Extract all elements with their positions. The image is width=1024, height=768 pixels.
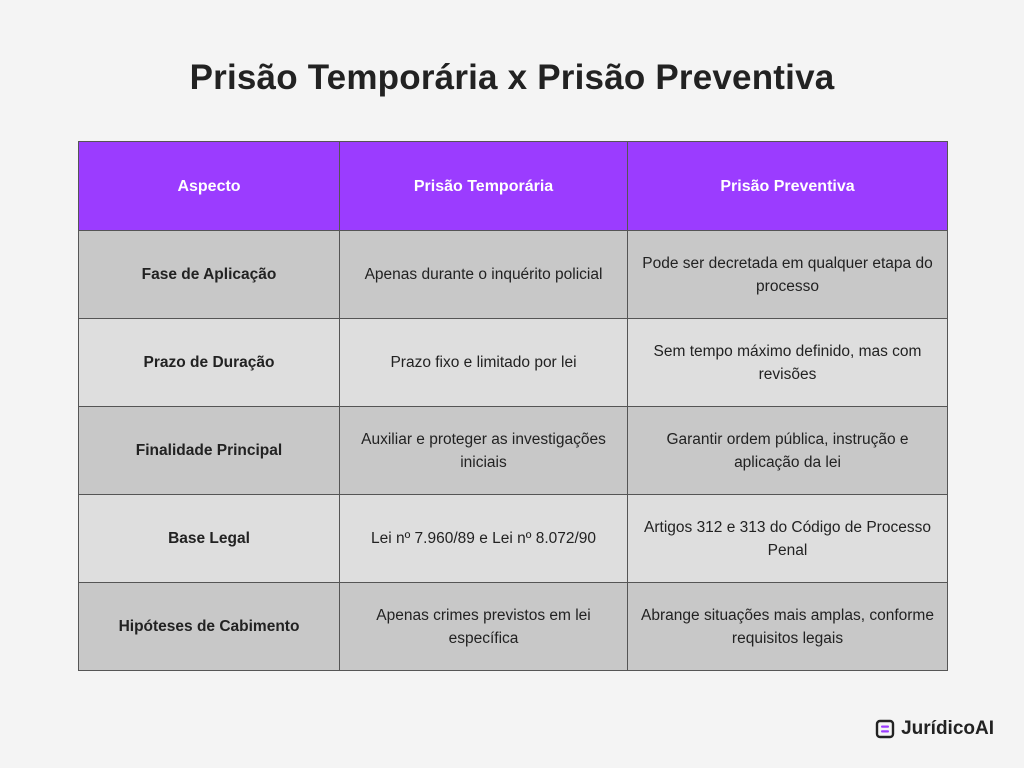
brand-logo [875,718,994,740]
preventiva-cell: Sem tempo máximo definido, mas com revisões [628,319,948,407]
preventiva-cell: Abrange situações mais amplas, conforme requisitos legais [628,583,948,671]
aspect-cell: Fase de Aplicação [79,231,340,319]
preventiva-cell: Artigos 312 e 313 do Código de Processo Penal [628,495,948,583]
column-header-prisao-preventiva: Prisão Preventiva [628,142,948,231]
table-header-row [79,142,948,231]
aspect-cell: Hipóteses de Cabimento [79,583,340,671]
temporaria-cell: Lei nº 7.960/89 e Lei nº 8.072/90 [340,495,628,583]
column-header-aspecto: Aspecto [79,142,340,231]
table-row [79,231,948,319]
preventiva-cell: Pode ser decretada em qualquer etapa do processo [628,231,948,319]
temporaria-cell: Apenas durante o inquérito policial [340,231,628,319]
table-row [79,407,948,495]
aspect-cell: Prazo de Duração [79,319,340,407]
table-row [79,319,948,407]
table-row [79,495,948,583]
table-row [79,583,948,671]
juridicoai-logo-icon [875,719,895,739]
column-header-prisao-temporaria: Prisão Temporária [340,142,628,231]
comparison-table [78,141,948,671]
temporaria-cell: Apenas crimes previstos em lei específica [340,583,628,671]
temporaria-cell: Prazo fixo e limitado por lei [340,319,628,407]
temporaria-cell: Auxiliar e proteger as investigações iniciais [340,407,628,495]
aspect-cell: Finalidade Principal [79,407,340,495]
brand-name: JurídicoAI [901,718,994,739]
aspect-cell: Base Legal [79,495,340,583]
page-title: Prisão Temporária x Prisão Preventiva [189,58,835,97]
preventiva-cell: Garantir ordem pública, instrução e aplicação da lei [628,407,948,495]
